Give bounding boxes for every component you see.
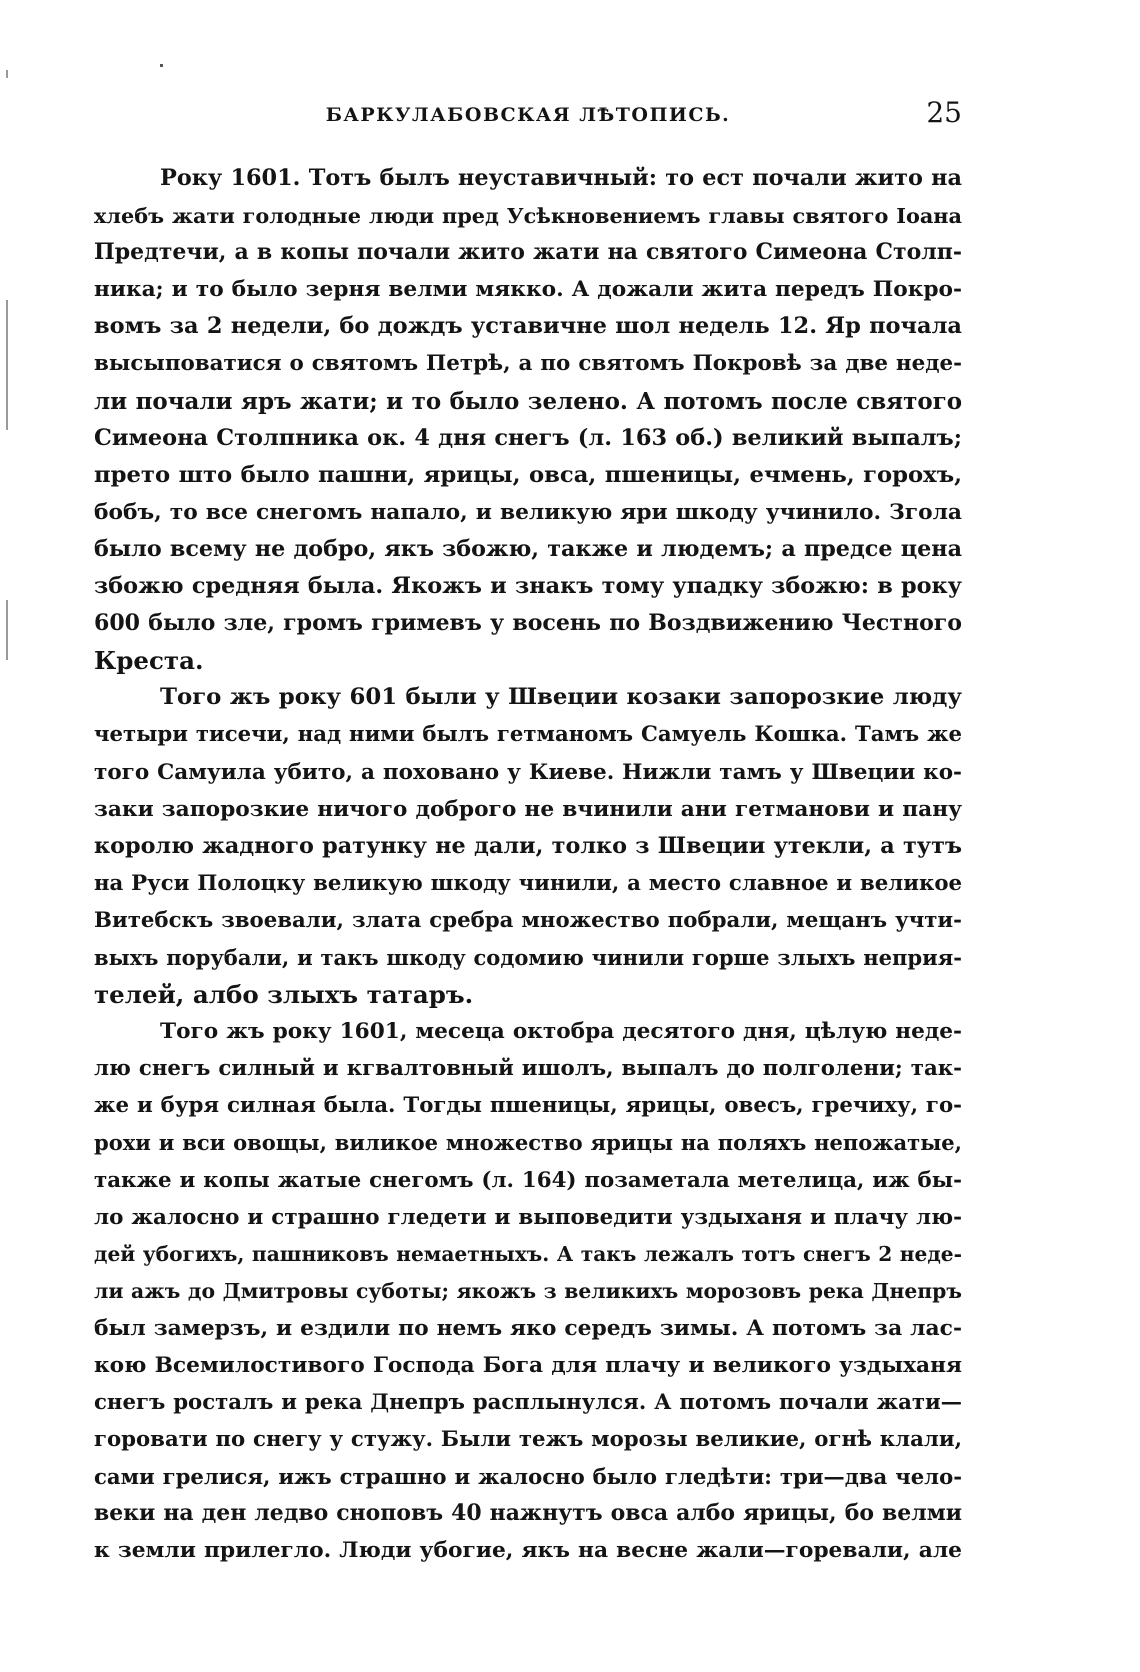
text-line: того Самуила убито, а поховано у Киеве. Нижли тамъ у Швеции ко-	[94, 759, 962, 785]
margin-binding-line	[6, 300, 8, 430]
text-line: ника; и то было зерня велми мякко. А дожали жита передъ Покро-	[94, 277, 962, 303]
text-line: збожю средняя была. Якожъ и знакъ тому упадку збожю: в року	[94, 573, 962, 600]
text-line: сами грелися, ижъ страшно и жалосно было гледѣти: три—два чело-	[94, 1464, 962, 1490]
text-line: дей убогихъ, пашниковъ немаетныхъ. А такъ лежалъ тотъ снегъ 2 неде-	[94, 1241, 962, 1266]
margin-tick-mark	[6, 70, 8, 78]
text-line: было всему не добро, якъ збожю, также и людемъ; а предсе цена	[94, 535, 962, 562]
text-line: Витебскъ звоевали, злата сребра множество побрали, мещанъ учти-	[94, 907, 962, 933]
text-line: веки на ден ледво сноповъ 40 нажнутъ овса албо ярицы, бо велми	[94, 1500, 962, 1527]
text-line: Предтечи, а в копы почали жито жати на святого Симеона Столп-	[94, 239, 962, 266]
text-line: кою Всемилостивого Господа Бога для плачу и великого уздыханя	[94, 1353, 962, 1378]
text-line: Року 1601. Тотъ былъ неуставичный: то ест почали жито на	[160, 165, 962, 191]
text-line: Того жъ року 1601, месеца октобра десятого дня, цѣлую неде-	[160, 1019, 962, 1045]
text-line: четыри тисечи, над ними былъ гетманомъ Самуель Кошка. Тамъ же	[94, 722, 962, 748]
margin-binding-line	[6, 600, 8, 660]
text-line: лю снегъ силный и кгвалтовный ишолъ, выпалъ до полголени; так-	[94, 1056, 962, 1082]
text-line: же и буря силная была. Тогды пшеницы, ярицы, овесъ, гречиху, го-	[94, 1093, 962, 1119]
text-line: хлебъ жати голодные люди пред Усѣкновениемъ главы святого Іоана	[94, 203, 962, 229]
text-line: прето што было пашни, ярицы, овса, пшеницы, ечмень, горохъ,	[94, 461, 962, 488]
text-line: ли ажъ до Дмитровы суботы; якожъ з великихъ морозовъ река Днепръ	[94, 1278, 962, 1303]
running-title: БАРКУЛАБОВСКАЯ ЛѢТОПИСЬ.	[325, 104, 731, 126]
text-line: горовати по снегу у стужу. Были тежъ морозы великие, огнѣ клали,	[94, 1427, 962, 1453]
text-line: на Руси Полоцку великую шкоду чинили, а место славное и великое	[94, 870, 962, 896]
text-line: ли почали яръ жати; и то было зелено. А потомъ после святого	[94, 387, 962, 415]
text-line: также и копы жатые снегомъ (л. 164) позаметала метелица, иж бы-	[94, 1167, 962, 1193]
text-line: заки запорозкие ничого доброго не вчинили ани гетманови и пану	[94, 796, 962, 822]
page-header	[94, 96, 962, 140]
text-line: 600 было зле, громъ гримевъ у восень по Воздвижению Честного	[94, 610, 962, 637]
text-line: бобъ, то все снегомъ напало, и великую яри шкоду учинило. Згола	[94, 499, 962, 525]
text-line: рохи и вси овощы, виликое множество ярицы на поляхъ непожатые,	[94, 1130, 962, 1156]
text-line: вомъ за 2 недели, бо дождъ уставичне шол недель 12. Яр почала	[94, 313, 962, 340]
page-number: 25	[926, 96, 962, 129]
text-line: ло жалосно и страшно гледети и выповедити уздыханя и плачу лю-	[94, 1204, 962, 1230]
text-line: был замерзъ, и ездили по немъ яко середъ зимы. А потомъ за лас-	[94, 1315, 962, 1341]
text-line: телей, албо злыхъ татаръ.	[94, 980, 474, 1010]
text-line: Симеона Столпника ок. 4 дня снегъ (л. 163 об.) великий выпалъ;	[94, 424, 962, 451]
text-line: королю жадного ратунку не дали, толко з Швеции утекли, а тутъ	[94, 832, 962, 859]
print-speck	[160, 64, 163, 67]
text-line: Креста.	[94, 646, 204, 676]
text-line: высыповатися о святомъ Петрѣ, а по святомъ Покровѣ за две неде-	[94, 351, 962, 377]
text-line: выхъ порубали, и такъ шкоду содомию чинили горше злыхъ неприя-	[94, 944, 962, 970]
text-line: Того жъ року 601 были у Швеции козаки запорозкие люду	[160, 684, 962, 711]
text-line: снегъ росталъ и река Днепръ расплынулся. А потомъ почали жати—	[94, 1390, 962, 1416]
text-line: к земли прилегло. Люди убогие, якъ на весне жали—горевали, але	[94, 1538, 962, 1564]
chronicle-text	[94, 160, 962, 1570]
